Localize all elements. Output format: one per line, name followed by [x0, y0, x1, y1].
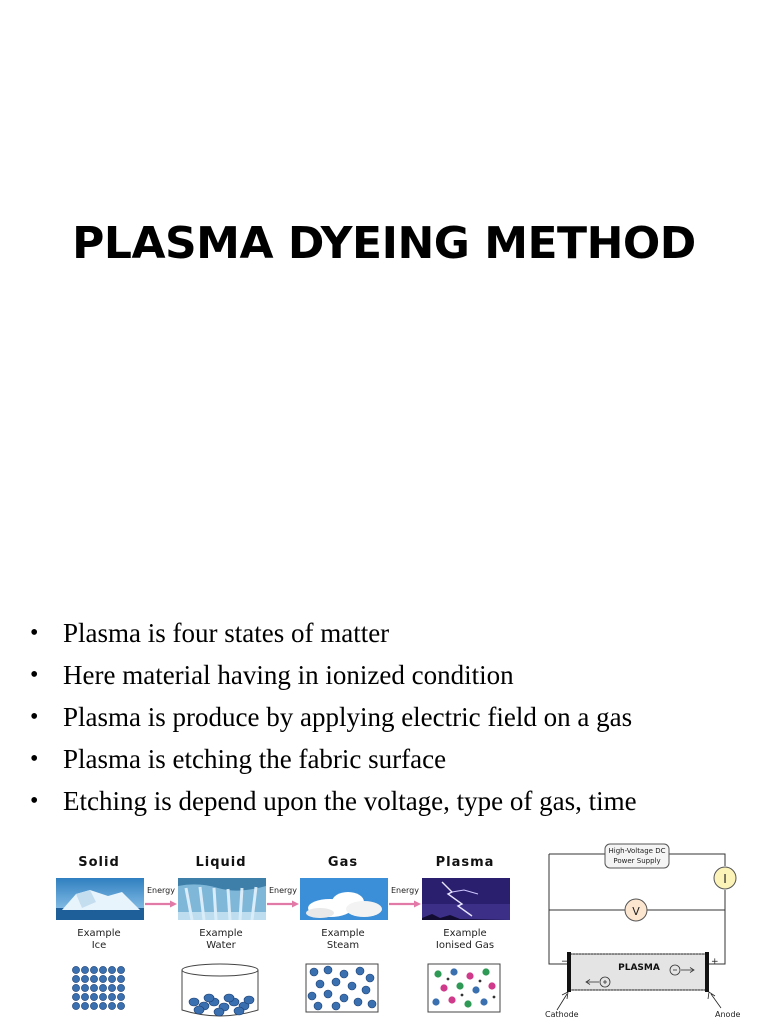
energy-arrow-icon [266, 900, 300, 908]
plasma-circuit-diagram [543, 842, 743, 1020]
plasma-particles-icon [428, 964, 500, 1012]
supply-label-2: Power Supply [613, 857, 661, 865]
state-label-solid: Solid [78, 855, 120, 870]
bullet-item [30, 698, 750, 740]
bullet-dot: • [30, 788, 39, 814]
example-plasma: Example Ionised Gas [435, 928, 495, 951]
particle-diagrams [52, 962, 512, 1024]
energy-label-1: Energy [146, 886, 175, 895]
waterfall-image [178, 878, 266, 920]
energy-arrow-icon [388, 900, 422, 908]
bullet-item [30, 656, 750, 698]
states-of-matter-figure [52, 850, 512, 1024]
example-liquid: Example Water [199, 928, 243, 951]
anode-label: Anode [715, 1010, 741, 1019]
plus-sign: + [711, 957, 719, 967]
lightning-image [422, 878, 510, 920]
bullet-text: Plasma is etching the fabric surface [63, 744, 447, 774]
state-label-gas: Gas [327, 855, 359, 870]
bullet-item [30, 740, 750, 782]
bullet-text: Etching is depend upon the voltage, type of gas, time [63, 786, 637, 816]
bullet-text: Plasma is produce by applying electric field on a gas [63, 702, 633, 732]
bullet-dot: • [30, 662, 39, 688]
iceberg-image [56, 878, 144, 920]
gas-particles-icon [306, 964, 378, 1012]
minus-sign: − [561, 957, 569, 967]
voltmeter-label: V [632, 905, 640, 918]
bullet-text: Here material having in ionized condition [63, 660, 514, 690]
energy-label-2: Energy [268, 886, 297, 895]
cathode-label: Cathode [545, 1010, 579, 1019]
clouds-image [300, 878, 388, 920]
bullet-dot: • [30, 704, 39, 730]
example-solid: Example Ice [77, 928, 121, 951]
bullet-list [30, 614, 750, 824]
example-gas: Example Steam [321, 928, 365, 951]
bullet-text: Plasma is four states of matter [63, 618, 390, 648]
energy-arrow-icon [144, 900, 178, 908]
solid-lattice-icon [72, 966, 124, 1009]
anode-plate [705, 952, 709, 992]
bullet-item [30, 782, 750, 824]
state-label-liquid: Liquid [195, 855, 247, 870]
state-label-plasma: Plasma [435, 855, 495, 870]
slide-title: PLASMA DYEING METHOD [72, 218, 696, 269]
plasma-tube-label: PLASMA [618, 963, 660, 973]
bullet-dot: • [30, 620, 39, 646]
supply-label-1: High-Voltage DC [608, 847, 666, 855]
liquid-beaker-icon [182, 964, 258, 1016]
energy-label-3: Energy [390, 886, 419, 895]
ammeter-label: I [723, 872, 727, 886]
bullet-item [30, 614, 750, 656]
bullet-dot: • [30, 746, 39, 772]
